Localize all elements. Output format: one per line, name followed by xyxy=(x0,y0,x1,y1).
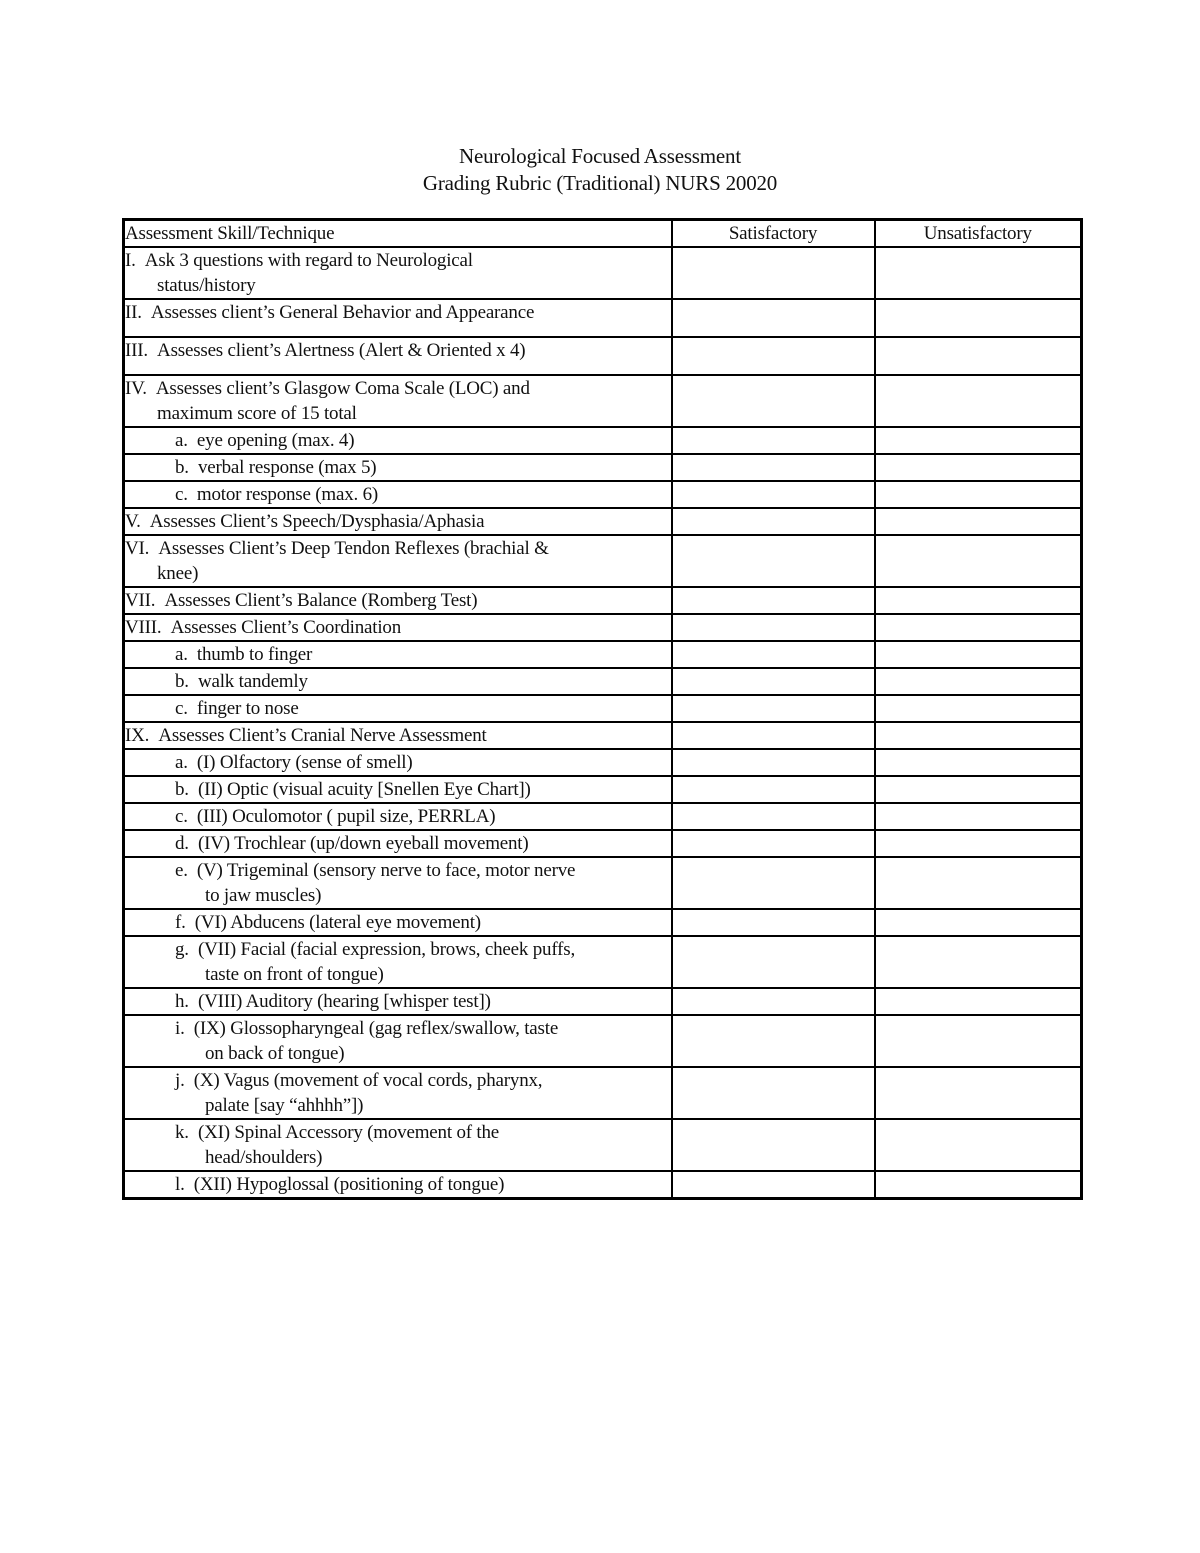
table-row xyxy=(124,749,1082,776)
item-text: Ask 3 questions with regard to Neurological xyxy=(144,250,473,271)
unsatisfactory-cell[interactable] xyxy=(875,375,1082,427)
satisfactory-cell[interactable] xyxy=(672,776,875,803)
table-row xyxy=(124,587,1082,614)
item-text: Assesses Client’s Speech/Dysphasia/Aphasia xyxy=(149,511,485,532)
satisfactory-cell[interactable] xyxy=(672,1015,875,1067)
satisfactory-cell[interactable] xyxy=(672,614,875,641)
unsatisfactory-cell[interactable] xyxy=(875,454,1082,481)
table-header-row xyxy=(124,220,1082,248)
unsatisfactory-cell[interactable] xyxy=(875,722,1082,749)
skill-cell xyxy=(124,936,672,988)
item-text: (IV) Trochlear (up/down eyeball movement) xyxy=(197,833,529,854)
skill-cell xyxy=(124,337,672,375)
item-text: finger to nose xyxy=(196,698,299,719)
satisfactory-cell[interactable] xyxy=(672,1119,875,1171)
satisfactory-cell[interactable] xyxy=(672,749,875,776)
skill-cell xyxy=(124,776,672,803)
table-row xyxy=(124,830,1082,857)
skill-cell xyxy=(124,722,672,749)
skill-cell xyxy=(124,535,672,587)
satisfactory-cell[interactable] xyxy=(672,909,875,936)
table-row xyxy=(124,375,1082,427)
header-unsatisfactory: Unsatisfactory xyxy=(875,220,1082,248)
item-text: verbal response (max 5) xyxy=(197,457,377,478)
satisfactory-cell[interactable] xyxy=(672,641,875,668)
item-text: Assesses client’s Alertness (Alert & Oriented x 4) xyxy=(157,340,526,361)
item-text-continued: to jaw muscles) xyxy=(205,885,322,906)
skill-cell xyxy=(124,988,672,1015)
satisfactory-cell[interactable] xyxy=(672,481,875,508)
table-row xyxy=(124,247,1082,299)
item-label: III. xyxy=(125,340,148,361)
item-label: I. xyxy=(125,250,136,271)
skill-cell xyxy=(124,695,672,722)
skill-cell xyxy=(124,749,672,776)
item-text: thumb to finger xyxy=(196,644,313,665)
unsatisfactory-cell[interactable] xyxy=(875,803,1082,830)
table-row xyxy=(124,1119,1082,1171)
item-label: II. xyxy=(125,302,142,323)
skill-cell xyxy=(124,857,672,909)
item-label: j. xyxy=(175,1070,185,1091)
item-label: b. xyxy=(175,779,189,800)
satisfactory-cell[interactable] xyxy=(672,454,875,481)
item-label: l. xyxy=(175,1174,185,1195)
satisfactory-cell[interactable] xyxy=(672,508,875,535)
item-label: V. xyxy=(125,511,141,532)
unsatisfactory-cell[interactable] xyxy=(875,695,1082,722)
item-label: a. xyxy=(175,430,188,451)
item-text-continued: maximum score of 15 total xyxy=(157,403,357,424)
unsatisfactory-cell[interactable] xyxy=(875,909,1082,936)
satisfactory-cell[interactable] xyxy=(672,1171,875,1199)
unsatisfactory-cell[interactable] xyxy=(875,508,1082,535)
skill-cell xyxy=(124,299,672,337)
item-text: eye opening (max. 4) xyxy=(196,430,355,451)
item-text: (V) Trigeminal (sensory nerve to face, motor nerve xyxy=(196,860,576,881)
unsatisfactory-cell[interactable] xyxy=(875,427,1082,454)
skill-cell xyxy=(124,1015,672,1067)
item-text: (VI) Abducens (lateral eye movement) xyxy=(194,912,481,933)
item-label: IV. xyxy=(125,378,147,399)
skill-cell xyxy=(124,247,672,299)
item-text: (XI) Spinal Accessory (movement of the xyxy=(197,1122,500,1143)
unsatisfactory-cell[interactable] xyxy=(875,1119,1082,1171)
item-text: Assesses Client’s Balance (Romberg Test) xyxy=(164,590,478,611)
table-row xyxy=(124,1015,1082,1067)
satisfactory-cell[interactable] xyxy=(672,587,875,614)
satisfactory-cell[interactable] xyxy=(672,299,875,337)
item-label: c. xyxy=(175,484,188,505)
item-text-continued: taste on front of tongue) xyxy=(205,964,384,985)
unsatisfactory-cell[interactable] xyxy=(875,299,1082,337)
item-label: a. xyxy=(175,644,188,665)
unsatisfactory-cell[interactable] xyxy=(875,337,1082,375)
satisfactory-cell[interactable] xyxy=(672,1067,875,1119)
item-text: (I) Olfactory (sense of smell) xyxy=(196,752,413,773)
skill-cell xyxy=(124,641,672,668)
skill-cell xyxy=(124,508,672,535)
table-row xyxy=(124,337,1082,375)
table-row xyxy=(124,909,1082,936)
unsatisfactory-cell[interactable] xyxy=(875,641,1082,668)
unsatisfactory-cell[interactable] xyxy=(875,857,1082,909)
satisfactory-cell[interactable] xyxy=(672,427,875,454)
item-text: Assesses Client’s Coordination xyxy=(170,617,402,638)
satisfactory-cell[interactable] xyxy=(672,722,875,749)
skill-cell xyxy=(124,481,672,508)
table-row xyxy=(124,1067,1082,1119)
table-row xyxy=(124,481,1082,508)
unsatisfactory-cell[interactable] xyxy=(875,776,1082,803)
item-text: Assesses client’s General Behavior and Appearance xyxy=(150,302,535,323)
item-label: h. xyxy=(175,991,189,1012)
skill-cell xyxy=(124,427,672,454)
skill-cell xyxy=(124,375,672,427)
unsatisfactory-cell[interactable] xyxy=(875,614,1082,641)
unsatisfactory-cell[interactable] xyxy=(875,1067,1082,1119)
item-text: (VIII) Auditory (hearing [whisper test]) xyxy=(197,991,491,1012)
skill-cell xyxy=(124,803,672,830)
satisfactory-cell[interactable] xyxy=(672,247,875,299)
rubric-body xyxy=(124,247,1082,1199)
satisfactory-cell[interactable] xyxy=(672,375,875,427)
item-label: VI. xyxy=(125,538,150,559)
item-label: d. xyxy=(175,833,189,854)
item-label: k. xyxy=(175,1122,189,1143)
skill-cell xyxy=(124,1119,672,1171)
item-label: VIII. xyxy=(125,617,162,638)
table-row xyxy=(124,454,1082,481)
item-text: walk tandemly xyxy=(197,671,308,692)
unsatisfactory-cell[interactable] xyxy=(875,936,1082,988)
table-row xyxy=(124,857,1082,909)
unsatisfactory-cell[interactable] xyxy=(875,830,1082,857)
table-row xyxy=(124,936,1082,988)
document-title: Neurological Focused Assessment xyxy=(459,144,741,168)
satisfactory-cell[interactable] xyxy=(672,857,875,909)
item-text: (III) Oculomotor ( pupil size, PERRLA) xyxy=(196,806,496,827)
satisfactory-cell[interactable] xyxy=(672,337,875,375)
item-text: (VII) Facial (facial expression, brows, cheek puffs, xyxy=(197,939,575,960)
table-row xyxy=(124,988,1082,1015)
item-text: (X) Vagus (movement of vocal cords, pharynx, xyxy=(193,1070,543,1091)
table-row xyxy=(124,668,1082,695)
skill-cell xyxy=(124,668,672,695)
item-text-continued: knee) xyxy=(157,563,199,584)
skill-cell xyxy=(124,1171,672,1199)
table-row xyxy=(124,1171,1082,1199)
item-label: g. xyxy=(175,939,189,960)
item-text: (IX) Glossopharyngeal (gag reflex/swallow, taste xyxy=(193,1018,559,1039)
satisfactory-cell[interactable] xyxy=(672,830,875,857)
item-label: IX. xyxy=(125,725,150,746)
unsatisfactory-cell[interactable] xyxy=(875,668,1082,695)
item-label: i. xyxy=(175,1018,185,1039)
item-text: motor response (max. 6) xyxy=(196,484,379,505)
skill-cell xyxy=(124,830,672,857)
document-subtitle: Grading Rubric (Traditional) NURS 20020 xyxy=(422,171,778,195)
unsatisfactory-cell[interactable] xyxy=(875,988,1082,1015)
unsatisfactory-cell[interactable] xyxy=(875,1171,1082,1199)
item-label: VII. xyxy=(125,590,156,611)
item-text-continued: head/shoulders) xyxy=(205,1147,323,1168)
satisfactory-cell[interactable] xyxy=(672,668,875,695)
item-text-continued: palate [say “ahhhh”]) xyxy=(205,1095,364,1116)
satisfactory-cell[interactable] xyxy=(672,936,875,988)
satisfactory-cell[interactable] xyxy=(672,988,875,1015)
satisfactory-cell[interactable] xyxy=(672,695,875,722)
item-label: c. xyxy=(175,698,188,719)
unsatisfactory-cell[interactable] xyxy=(875,247,1082,299)
table-row xyxy=(124,535,1082,587)
item-text: (XII) Hypoglossal (positioning of tongue) xyxy=(193,1174,505,1195)
item-label: e. xyxy=(175,860,188,881)
unsatisfactory-cell[interactable] xyxy=(875,749,1082,776)
item-label: b. xyxy=(175,671,189,692)
skill-cell xyxy=(124,587,672,614)
unsatisfactory-cell[interactable] xyxy=(875,1015,1082,1067)
table-row xyxy=(124,508,1082,535)
grading-rubric-table xyxy=(122,218,1083,1200)
skill-cell xyxy=(124,1067,672,1119)
unsatisfactory-cell[interactable] xyxy=(875,535,1082,587)
item-text-continued: on back of tongue) xyxy=(205,1043,345,1064)
skill-cell xyxy=(124,614,672,641)
item-label: a. xyxy=(175,752,188,773)
header-skill: Assessment Skill/Technique xyxy=(124,220,672,248)
table-row xyxy=(124,803,1082,830)
skill-cell xyxy=(124,909,672,936)
satisfactory-cell[interactable] xyxy=(672,803,875,830)
item-label: c. xyxy=(175,806,188,827)
item-label: f. xyxy=(175,912,186,933)
table-row xyxy=(124,695,1082,722)
satisfactory-cell[interactable] xyxy=(672,535,875,587)
item-text-continued: status/history xyxy=(157,275,256,296)
unsatisfactory-cell[interactable] xyxy=(875,587,1082,614)
skill-cell xyxy=(124,454,672,481)
table-row xyxy=(124,427,1082,454)
item-label: b. xyxy=(175,457,189,478)
table-row xyxy=(124,299,1082,337)
item-text: Assesses client’s Glasgow Coma Scale (LOC) and xyxy=(155,378,530,399)
item-text: (II) Optic (visual acuity [Snellen Eye Chart]) xyxy=(197,779,531,800)
table-row xyxy=(124,776,1082,803)
table-row xyxy=(124,722,1082,749)
table-row xyxy=(124,614,1082,641)
header-satisfactory: Satisfactory xyxy=(672,220,875,248)
table-row xyxy=(124,641,1082,668)
item-text: Assesses Client’s Cranial Nerve Assessment xyxy=(158,725,487,746)
unsatisfactory-cell[interactable] xyxy=(875,481,1082,508)
item-text: Assesses Client’s Deep Tendon Reflexes (brachial & xyxy=(158,538,549,559)
